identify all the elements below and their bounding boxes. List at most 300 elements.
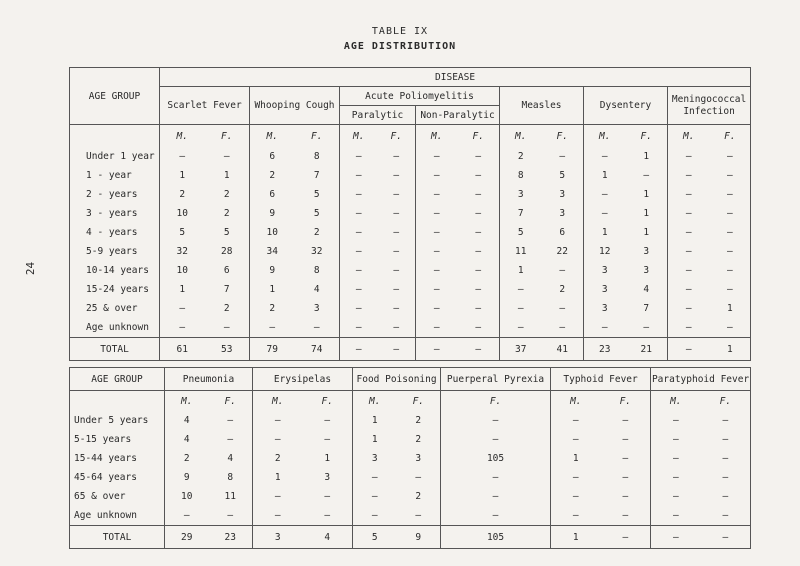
cell-value: –	[416, 147, 458, 166]
cell-value: –	[551, 430, 601, 449]
cell-value: 1	[160, 280, 205, 299]
cell-value: –	[475, 265, 482, 276]
cell-value: –	[726, 265, 733, 276]
sex-label: F.	[390, 130, 402, 142]
total-value: 61	[160, 338, 205, 361]
cell-value: 2	[250, 299, 295, 318]
cell-value: –	[668, 318, 710, 338]
total-value: 29	[165, 526, 209, 549]
cell-value: 10	[160, 261, 205, 280]
column-header: Food Poisoning	[353, 368, 441, 391]
cell-value: –	[584, 185, 626, 204]
cell-value: –	[416, 223, 458, 242]
cell-value: 1	[643, 208, 650, 219]
row-label: 10-14 years	[86, 265, 149, 276]
table-row	[70, 506, 751, 526]
cell-value: 9	[165, 468, 209, 487]
cell-value: –	[475, 189, 482, 200]
cell-value: 1	[223, 170, 230, 181]
cell-value: –	[668, 204, 710, 223]
cell-value: –	[160, 318, 205, 338]
cell-value: –	[340, 204, 378, 223]
cell-value: 3	[584, 261, 626, 280]
cell-value: –	[416, 299, 458, 318]
total-value: 53	[205, 338, 250, 361]
sex-label: F.	[224, 395, 236, 407]
sex-label-row	[70, 391, 751, 412]
cell-value: –	[253, 506, 303, 526]
cell-value: 6	[250, 147, 295, 166]
cell-value: –	[475, 322, 482, 333]
cell-value: –	[416, 166, 458, 185]
cell-value: –	[622, 510, 629, 521]
cell-value: –	[227, 434, 234, 445]
cell-value: –	[475, 151, 482, 162]
cell-value: –	[441, 430, 551, 449]
cell-value: 6	[559, 227, 566, 238]
cell-value: –	[441, 487, 551, 506]
cell-value: –	[324, 415, 331, 426]
cell-value: –	[416, 261, 458, 280]
cell-value: –	[223, 151, 230, 162]
total-value: 1	[551, 526, 601, 549]
cell-value: 3	[643, 246, 650, 257]
cell-value: 3	[643, 265, 650, 276]
cell-value: –	[722, 415, 729, 426]
total-value: –	[378, 338, 416, 361]
table-title: TABLE IX	[371, 26, 429, 37]
cell-value: 10	[160, 204, 205, 223]
column-header: Scarlet Fever	[160, 87, 250, 125]
total-value: 105	[441, 526, 551, 549]
cell-value: 12	[584, 242, 626, 261]
cell-value: –	[651, 449, 701, 468]
total-value: 23	[584, 338, 626, 361]
cell-value: –	[340, 261, 378, 280]
cell-value: –	[651, 506, 701, 526]
cell-value: 4	[227, 453, 234, 464]
table-row	[70, 449, 751, 468]
cell-value: 6	[223, 265, 230, 276]
disease-age-table-2	[69, 367, 751, 549]
sex-label: M.	[253, 391, 303, 412]
cell-value: –	[475, 227, 482, 238]
sex-label: F.	[619, 395, 632, 407]
cell-value: –	[340, 185, 378, 204]
cell-value: –	[353, 487, 397, 506]
cell-value: –	[622, 472, 629, 483]
cell-value: 1	[643, 189, 650, 200]
cell-value: 28	[221, 246, 233, 257]
cell-value: 7	[313, 170, 320, 181]
sex-label: M.	[500, 125, 542, 148]
acute-polio-header: Acute Poliomyelitis	[340, 87, 500, 106]
row-label: 4 - years	[86, 227, 138, 238]
cell-value: 5	[160, 223, 205, 242]
cell-value: 4	[643, 284, 650, 295]
sex-label: F.	[640, 130, 652, 142]
cell-value: 2	[415, 434, 422, 445]
table-row	[70, 261, 751, 280]
cell-value: 3	[559, 189, 566, 200]
cell-value: –	[160, 299, 205, 318]
cell-value: –	[584, 318, 626, 338]
cell-value: –	[622, 453, 629, 464]
cell-value: –	[559, 322, 566, 333]
cell-value: 2	[250, 166, 295, 185]
cell-value: –	[722, 491, 729, 502]
cell-value: –	[668, 223, 710, 242]
age-group-header: AGE GROUP	[70, 368, 165, 391]
cell-value: –	[559, 151, 566, 162]
cell-value: 2	[165, 449, 209, 468]
total-value: 74	[295, 338, 340, 361]
total-row	[70, 526, 751, 549]
cell-value: –	[393, 265, 400, 276]
cell-value: –	[500, 299, 542, 318]
cell-value: –	[441, 468, 551, 487]
cell-value: 9	[250, 204, 295, 223]
cell-value: 5	[313, 189, 320, 200]
cell-value: –	[726, 151, 733, 162]
cell-value: 4	[165, 411, 209, 430]
total-value: 37	[500, 338, 542, 361]
cell-value: –	[622, 491, 629, 502]
total-label: TOTAL	[70, 526, 165, 549]
cell-value: –	[253, 487, 303, 506]
cell-value: 8	[227, 472, 234, 483]
row-label: Age unknown	[74, 510, 137, 521]
cell-value: 10	[165, 487, 209, 506]
cell-value: –	[415, 510, 422, 521]
total-value: 5	[353, 526, 397, 549]
sex-label: F.	[556, 130, 568, 142]
cell-value: 1	[500, 261, 542, 280]
cell-value: –	[559, 303, 566, 314]
column-header: Whooping Cough	[250, 87, 340, 125]
row-label: Age unknown	[86, 322, 149, 333]
cell-value: –	[475, 303, 482, 314]
sex-label: M.	[160, 125, 205, 148]
cell-value: 2	[415, 491, 422, 502]
cell-value: 5	[223, 227, 230, 238]
cell-value: 3	[559, 208, 566, 219]
cell-value: 105	[441, 449, 551, 468]
total-value: –	[701, 526, 751, 549]
cell-value: 1	[584, 223, 626, 242]
cell-value: –	[340, 166, 378, 185]
cell-value: 3	[324, 472, 331, 483]
total-value: –	[458, 338, 500, 361]
cell-value: –	[393, 322, 400, 333]
cell-value: 2	[559, 284, 566, 295]
sex-label: F.	[719, 395, 732, 407]
table-row	[70, 468, 751, 487]
total-value: 79	[250, 338, 295, 361]
cell-value: –	[223, 322, 230, 333]
row-label: 2 - years	[86, 189, 138, 200]
sex-label: M.	[551, 391, 601, 412]
cell-value: –	[651, 487, 701, 506]
column-header: Puerperal Pyrexia	[441, 368, 551, 391]
cell-value: –	[353, 506, 397, 526]
cell-value: –	[722, 453, 729, 464]
row-label: 5-15 years	[74, 434, 132, 445]
cell-value: –	[551, 487, 601, 506]
cell-value: 3	[584, 299, 626, 318]
cell-value: –	[340, 223, 378, 242]
cell-value: –	[668, 280, 710, 299]
cell-value: –	[726, 322, 733, 333]
page-number: 24	[24, 261, 38, 276]
sex-label: F.	[441, 391, 551, 412]
cell-value: –	[393, 284, 400, 295]
total-value: –	[416, 338, 458, 361]
cell-value: –	[668, 242, 710, 261]
sex-label: F.	[472, 130, 484, 142]
total-value: –	[340, 338, 378, 361]
cell-value: –	[651, 430, 701, 449]
cell-value: –	[726, 170, 733, 181]
table-row	[70, 430, 751, 449]
cell-value: 34	[250, 242, 295, 261]
cell-value: 8	[500, 166, 542, 185]
cell-value: –	[160, 147, 205, 166]
table-row	[70, 242, 751, 261]
cell-value: 1	[353, 411, 397, 430]
cell-value: 2	[223, 208, 230, 219]
total-value: –	[651, 526, 701, 549]
sex-label: M.	[250, 125, 295, 148]
total-row	[70, 338, 751, 361]
total-value: 23	[209, 526, 253, 549]
cell-value: –	[475, 246, 482, 257]
cell-value: –	[668, 166, 710, 185]
cell-value: –	[340, 280, 378, 299]
cell-value: 1	[584, 166, 626, 185]
cell-value: –	[584, 204, 626, 223]
disease-header: DISEASE	[160, 68, 751, 87]
cell-value: –	[722, 434, 729, 445]
age-group-header: AGE GROUP	[70, 68, 160, 125]
cell-value: 2	[160, 185, 205, 204]
table-row	[70, 487, 751, 506]
cell-value: 1	[643, 151, 650, 162]
cell-value: –	[551, 506, 601, 526]
total-value: –	[668, 338, 710, 361]
cell-value: –	[726, 208, 733, 219]
cell-value: 2	[253, 449, 303, 468]
cell-value: –	[340, 299, 378, 318]
cell-value: 8	[313, 265, 320, 276]
cell-value: –	[340, 318, 378, 338]
total-value: 9	[397, 526, 441, 549]
cell-value: –	[622, 415, 629, 426]
table-row	[70, 166, 751, 185]
cell-value: 2	[313, 227, 320, 238]
sex-label: F.	[321, 395, 333, 407]
sex-label: M.	[165, 391, 209, 412]
cell-value: 4	[313, 284, 320, 295]
row-label: 45-64 years	[74, 472, 137, 483]
cell-value: 1	[250, 280, 295, 299]
cell-value: –	[475, 208, 482, 219]
cell-value: –	[559, 265, 566, 276]
cell-value: 9	[250, 261, 295, 280]
table-row	[70, 147, 751, 166]
column-header: Paralytic	[340, 106, 416, 125]
cell-value: 7	[643, 303, 650, 314]
cell-value: –	[722, 510, 729, 521]
cell-value: 10	[250, 223, 295, 242]
column-header: Paratyphoid Fever	[651, 368, 751, 391]
cell-value: –	[393, 189, 400, 200]
disease-age-table	[69, 67, 751, 361]
column-header: Dysentery	[584, 87, 668, 125]
table-row	[70, 299, 751, 318]
cell-value: –	[324, 434, 331, 445]
cell-value: 1	[726, 303, 733, 314]
cell-value: –	[393, 227, 400, 238]
sex-label: F.	[221, 130, 233, 142]
row-label: Under 5 years	[74, 415, 149, 426]
row-label: 15-24 years	[86, 284, 149, 295]
table-row	[70, 411, 751, 430]
cell-value: –	[668, 299, 710, 318]
cell-value: 6	[250, 185, 295, 204]
cell-value: –	[416, 280, 458, 299]
cell-value: –	[500, 280, 542, 299]
cell-value: 2	[415, 415, 422, 426]
cell-value: –	[253, 430, 303, 449]
cell-value: –	[415, 472, 422, 483]
cell-value: –	[227, 415, 234, 426]
cell-value: –	[651, 411, 701, 430]
cell-value: –	[726, 189, 733, 200]
cell-value: –	[726, 246, 733, 257]
cell-value: 1	[253, 468, 303, 487]
row-label: Under 1 year	[86, 151, 155, 162]
cell-value: –	[551, 411, 601, 430]
row-label: 15-44 years	[74, 453, 137, 464]
total-label: TOTAL	[70, 338, 160, 361]
cell-value: –	[250, 318, 295, 338]
cell-value: 3	[313, 303, 320, 314]
cell-value: –	[722, 472, 729, 483]
cell-value: –	[441, 506, 551, 526]
cell-value: –	[313, 322, 320, 333]
cell-value: –	[441, 411, 551, 430]
total-value: 21	[626, 338, 668, 361]
cell-value: –	[393, 208, 400, 219]
cell-value: 32	[160, 242, 205, 261]
cell-value: –	[253, 411, 303, 430]
cell-value: 11	[224, 491, 236, 502]
sex-label: F.	[311, 130, 323, 142]
cell-value: 1	[353, 430, 397, 449]
cell-value: 8	[313, 151, 320, 162]
column-header: Typhoid Fever	[551, 368, 651, 391]
cell-value: 7	[500, 204, 542, 223]
cell-value: –	[353, 468, 397, 487]
cell-value: –	[668, 185, 710, 204]
cell-value: –	[340, 147, 378, 166]
total-value: 1	[710, 338, 751, 361]
cell-value: –	[475, 284, 482, 295]
table-subtitle: AGE DISTRIBUTION	[343, 41, 457, 52]
sex-label: M.	[651, 391, 701, 412]
table-row	[70, 204, 751, 223]
cell-value: –	[324, 510, 331, 521]
cell-value: –	[584, 147, 626, 166]
cell-value: –	[416, 204, 458, 223]
cell-value: 3	[500, 185, 542, 204]
cell-value: 5	[559, 170, 566, 181]
cell-value: –	[551, 468, 601, 487]
sex-label-row	[70, 125, 751, 148]
cell-value: –	[393, 151, 400, 162]
cell-value: –	[622, 434, 629, 445]
sex-label: M.	[584, 125, 626, 148]
cell-value: –	[165, 506, 209, 526]
cell-value: –	[668, 261, 710, 280]
cell-value: 32	[311, 246, 323, 257]
cell-value: –	[651, 468, 701, 487]
cell-value: 1	[324, 453, 331, 464]
cell-value: –	[324, 491, 331, 502]
cell-value: –	[416, 242, 458, 261]
cell-value: –	[475, 170, 482, 181]
row-label: 1 - year	[86, 170, 132, 181]
table-row	[70, 223, 751, 242]
cell-value: –	[340, 242, 378, 261]
cell-value: 2	[223, 189, 230, 200]
sex-label: M.	[668, 125, 710, 148]
total-value: –	[601, 526, 651, 549]
cell-value: 2	[223, 303, 230, 314]
cell-value: –	[416, 318, 458, 338]
cell-value: 1	[643, 227, 650, 238]
sex-label: F.	[724, 130, 736, 142]
cell-value: –	[416, 185, 458, 204]
cell-value: –	[227, 510, 234, 521]
blank-cell	[70, 125, 160, 148]
table-row	[70, 280, 751, 299]
cell-value: 3	[353, 449, 397, 468]
cell-value: –	[643, 322, 650, 333]
cell-value: 7	[223, 284, 230, 295]
cell-value: –	[726, 284, 733, 295]
cell-value: 5	[500, 223, 542, 242]
sex-label: M.	[353, 391, 397, 412]
row-label: 5-9 years	[86, 246, 138, 257]
column-header: Measles	[500, 87, 584, 125]
cell-value: –	[726, 227, 733, 238]
column-header: Erysipelas	[253, 368, 353, 391]
cell-value: 3	[415, 453, 422, 464]
blank-cell	[70, 391, 165, 412]
cell-value: 1	[160, 166, 205, 185]
cell-value: 11	[500, 242, 542, 261]
column-header: Meningococcal Infection	[668, 87, 751, 125]
total-value: 41	[542, 338, 584, 361]
cell-value: –	[393, 303, 400, 314]
cell-value: –	[500, 318, 542, 338]
cell-value: –	[393, 170, 400, 181]
cell-value: 2	[500, 147, 542, 166]
cell-value: 5	[313, 208, 320, 219]
total-value: 4	[303, 526, 353, 549]
